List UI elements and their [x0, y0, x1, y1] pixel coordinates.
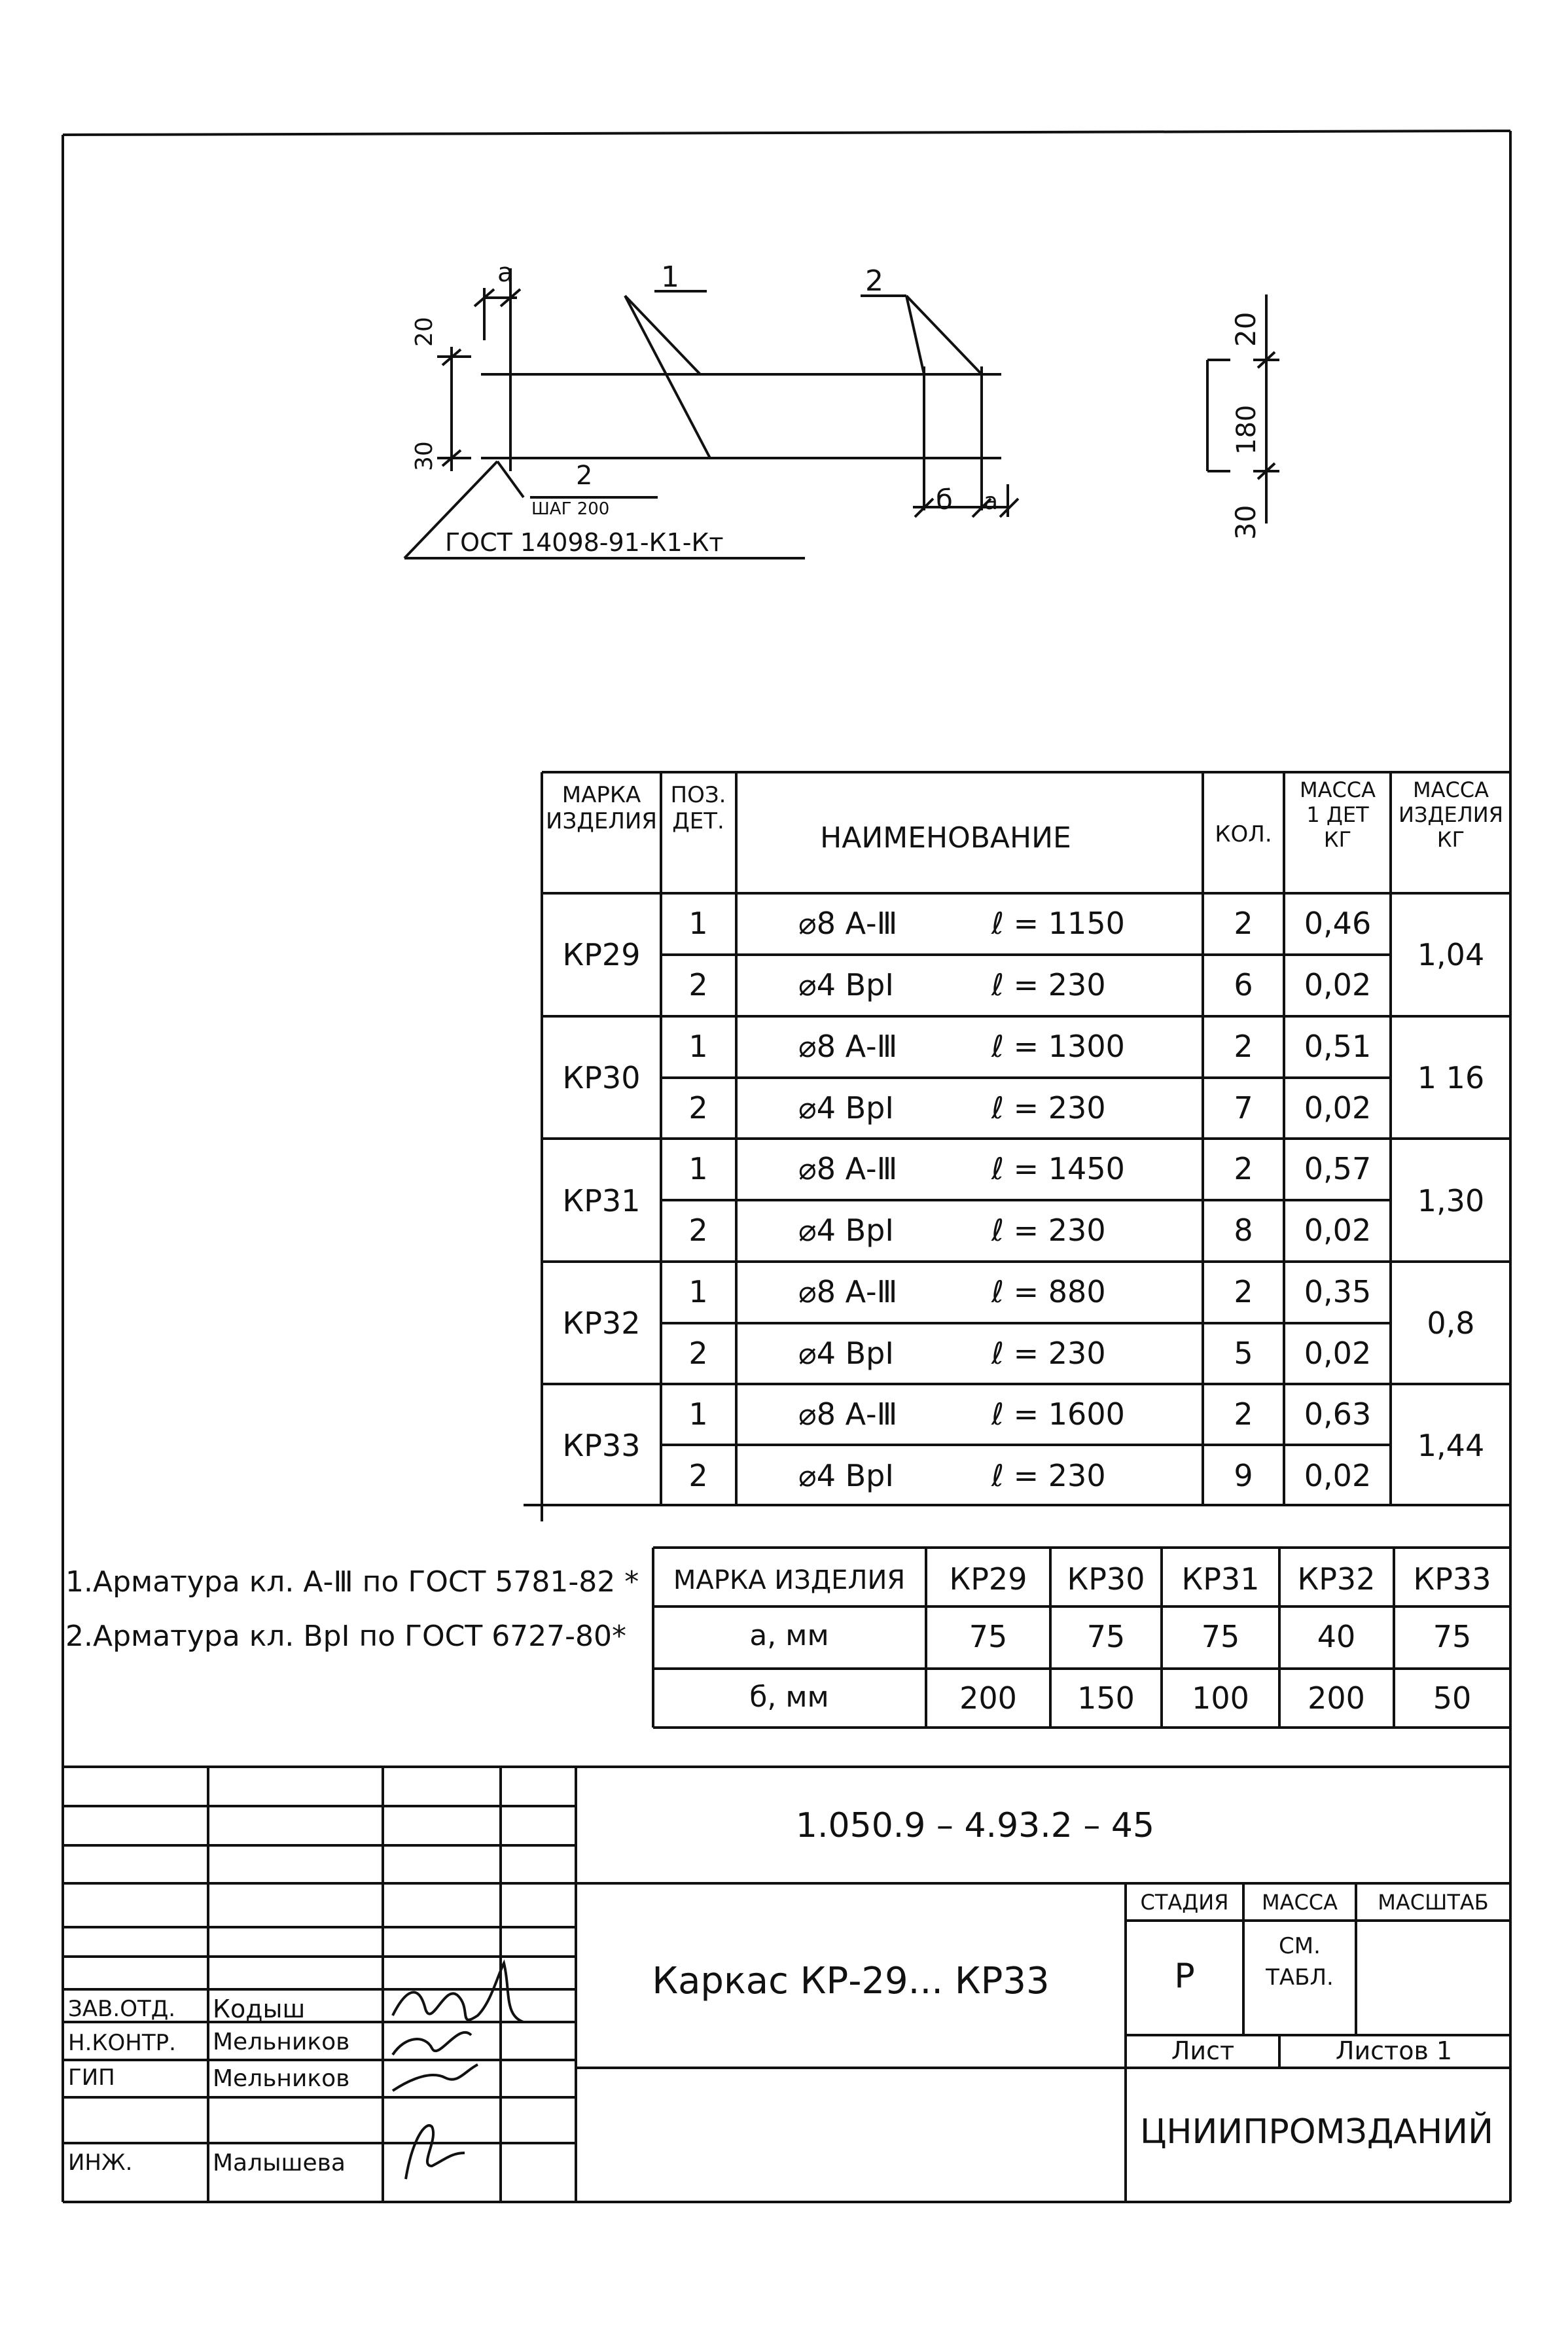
dims-a-value: 75: [1201, 1619, 1240, 1654]
table-row-mass: 0,57: [1304, 1151, 1372, 1186]
dims-header-label: МАРКА ИЗДЕЛИЯ: [673, 1565, 906, 1595]
table-row-mass: 0,02: [1304, 1090, 1372, 1126]
name-kodysh: Кодыш: [213, 1995, 306, 2023]
name-melnikov-2: Мельников: [213, 2065, 350, 2092]
table-row-length: ℓ = 1300: [991, 1029, 1125, 1064]
spec-mass-kr29: 1,04: [1417, 937, 1485, 972]
label-dim20-right: 20: [1230, 311, 1262, 347]
table-row-pos: 1: [688, 1274, 708, 1309]
table-row-mass: 0,46: [1304, 906, 1372, 941]
dims-a-value: 75: [1086, 1619, 1126, 1654]
table-row-qty: 2: [1234, 1274, 1253, 1309]
label-dim180: 180: [1232, 404, 1262, 455]
table-row-length: ℓ = 880: [991, 1274, 1106, 1309]
table-row-qty: 2: [1234, 1029, 1253, 1064]
header-mass-det: МАССА 1 ДЕТ КГ: [1299, 777, 1376, 852]
table-row-bar: ⌀8 А-Ⅲ: [798, 1029, 898, 1064]
stage-label: СТАДИЯ: [1140, 1890, 1229, 1915]
spec-mass-kr32: 0,8: [1427, 1305, 1475, 1341]
table-row-bar: ⌀8 А-Ⅲ: [798, 1396, 898, 1432]
dims-b-value: 150: [1077, 1680, 1135, 1716]
header-mark: МАРКА ИЗДЕЛИЯ: [546, 782, 657, 834]
dims-a-value: 75: [969, 1619, 1008, 1654]
doc-code: 1.050.9 – 4.93.2 – 45: [795, 1806, 1155, 1845]
table-row-length: ℓ = 230: [991, 1336, 1106, 1371]
dims-b-value: 200: [959, 1680, 1017, 1716]
label-b-bottom: б: [936, 484, 953, 516]
dims-mark-kr32: КР32: [1297, 1561, 1376, 1597]
note-2: 2.Арматура кл. ВрⅠ по ГОСТ 6727-80*: [65, 1620, 627, 1653]
table-row-qty: 5: [1234, 1336, 1253, 1371]
signatures: [393, 1963, 524, 2179]
table-row-qty: 8: [1234, 1213, 1253, 1248]
label-dim30-left: 30: [411, 441, 438, 471]
table-row-qty: 9: [1234, 1458, 1253, 1493]
dims-row-b-label: б, мм: [749, 1680, 829, 1714]
dims-mark-kr31: КР31: [1181, 1561, 1260, 1597]
table-row-length: ℓ = 230: [991, 1458, 1106, 1493]
spec-mass-kr33: 1,44: [1417, 1428, 1485, 1463]
spec-mass-kr30: 1 16: [1417, 1060, 1485, 1095]
label-pos2-top: 2: [865, 264, 883, 298]
label-pos2-bottom: 2: [576, 461, 593, 491]
dims-b-value: 50: [1433, 1680, 1472, 1716]
table-row-bar: ⌀4 ВрⅠ: [798, 1336, 894, 1371]
name-melnikov-1: Мельников: [213, 2029, 350, 2055]
table-row-length: ℓ = 1450: [991, 1151, 1125, 1186]
mass-label: МАССА: [1261, 1890, 1338, 1915]
dims-a-value: 75: [1433, 1619, 1472, 1654]
table-row-length: ℓ = 1600: [991, 1396, 1125, 1432]
table-row-pos: 2: [688, 1336, 708, 1371]
table-row-pos: 2: [688, 1458, 708, 1493]
table-row-pos: 1: [688, 1151, 708, 1186]
role-gip: ГИП: [68, 2065, 115, 2091]
header-name: НАИМЕНОВАНИЕ: [820, 821, 1071, 855]
table-row-bar: ⌀4 ВрⅠ: [798, 1090, 894, 1126]
table-row-pos: 1: [688, 1396, 708, 1432]
table-row-mass: 0,02: [1304, 967, 1372, 1003]
table-row-pos: 1: [688, 1029, 708, 1064]
dims-a-value: 40: [1317, 1619, 1356, 1654]
dims-row-a-label: а, мм: [749, 1619, 829, 1652]
table-row-pos: 2: [688, 967, 708, 1003]
table-row-mass: 0,02: [1304, 1213, 1372, 1248]
table-row-qty: 2: [1234, 1151, 1253, 1186]
label-pos1: 1: [661, 260, 679, 294]
mass-value: СМ. ТАБЛ.: [1266, 1933, 1334, 1991]
header-mass-item: МАССА ИЗДЕЛИЯ КГ: [1399, 777, 1503, 852]
role-inzh: ИНЖ.: [68, 2150, 133, 2176]
table-row-length: ℓ = 1150: [991, 906, 1125, 941]
table-row-pos: 2: [688, 1090, 708, 1126]
dims-b-value: 100: [1192, 1680, 1249, 1716]
stage-value: Р: [1174, 1957, 1195, 1996]
table-row-mass: 0,35: [1304, 1274, 1372, 1309]
name-malysheva: Малышева: [213, 2150, 346, 2176]
table-row-bar: ⌀8 А-Ⅲ: [798, 906, 898, 941]
table-row-length: ℓ = 230: [991, 1213, 1106, 1248]
table-row-qty: 2: [1234, 906, 1253, 941]
sheets-count: Листов 1: [1335, 2036, 1453, 2065]
table-row-bar: ⌀8 А-Ⅲ: [798, 1151, 898, 1186]
organization: ЦНИИПРОМЗДАНИЙ: [1140, 2112, 1493, 2152]
table-row-bar: ⌀4 ВрⅠ: [798, 1213, 894, 1248]
table-row-mass: 0,63: [1304, 1396, 1372, 1432]
sheet-label: Лист: [1171, 2036, 1235, 2065]
label-dim30-right: 30: [1230, 505, 1262, 540]
dims-b-value: 200: [1308, 1680, 1365, 1716]
note-1: 1.Арматура кл. А-Ⅲ по ГОСТ 5781-82 *: [65, 1565, 639, 1599]
label-a-bottom: a: [984, 488, 999, 515]
scale-label: МАСШТАБ: [1378, 1890, 1489, 1915]
spec-mass-kr31: 1,30: [1417, 1183, 1485, 1218]
dims-mark-kr30: КР30: [1067, 1561, 1145, 1597]
doc-title: Каркас КР-29... КР33: [652, 1960, 1050, 2002]
table-row-qty: 2: [1234, 1396, 1253, 1432]
table-row-bar: ⌀8 А-Ⅲ: [798, 1274, 898, 1309]
dims-mark-kr33: КР33: [1413, 1561, 1491, 1597]
header-pos: ПОЗ. ДЕТ.: [670, 782, 726, 834]
spec-mark-kr33: КР33: [562, 1428, 641, 1463]
spec-mark-kr31: КР31: [562, 1183, 641, 1218]
table-row-length: ℓ = 230: [991, 1090, 1106, 1126]
table-row-qty: 7: [1234, 1090, 1253, 1126]
spec-mark-kr30: КР30: [562, 1060, 641, 1095]
label-dim20-left: 20: [411, 317, 438, 347]
table-row-pos: 2: [688, 1213, 708, 1248]
role-n-kontr: Н.КОНТР.: [68, 2030, 176, 2056]
label-gost: ГОСТ 14098-91-К1-Кт: [445, 528, 724, 557]
table-row-pos: 1: [688, 906, 708, 941]
spec-mark-kr29: КР29: [562, 937, 641, 972]
table-row-bar: ⌀4 ВрⅠ: [798, 1458, 894, 1493]
header-qty: КОЛ.: [1215, 821, 1272, 847]
table-row-bar: ⌀4 ВрⅠ: [798, 967, 894, 1003]
table-row-mass: 0,51: [1304, 1029, 1372, 1064]
table-row-mass: 0,02: [1304, 1336, 1372, 1371]
spec-mark-kr32: КР32: [562, 1305, 641, 1341]
table-row-mass: 0,02: [1304, 1458, 1372, 1493]
label-step: ШАГ 200: [531, 499, 610, 519]
table-row-qty: 6: [1234, 967, 1253, 1003]
label-a-top: a: [497, 258, 514, 288]
role-zav-otd: ЗАВ.ОТД.: [68, 1996, 176, 2022]
table-row-length: ℓ = 230: [991, 967, 1106, 1003]
dims-mark-kr29: КР29: [949, 1561, 1027, 1597]
